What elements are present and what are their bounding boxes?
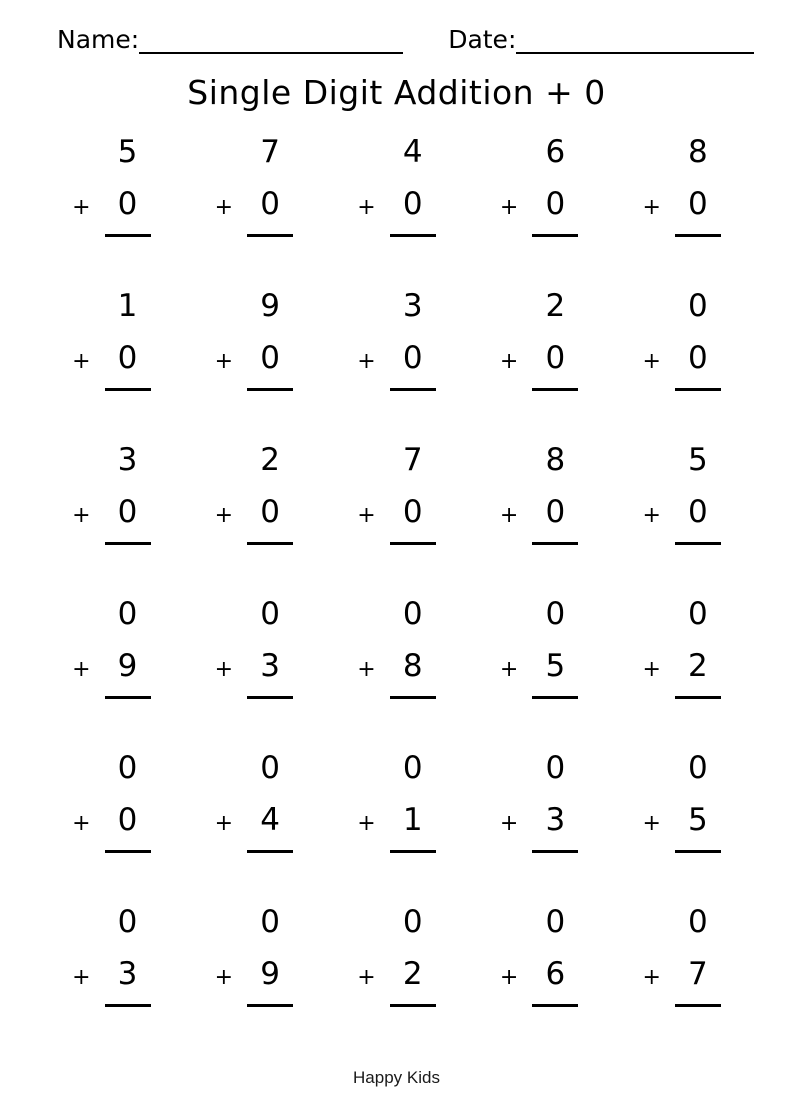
addend-bottom: 4 xyxy=(260,801,280,838)
operator-row xyxy=(500,799,578,845)
addend-top: 2 xyxy=(260,441,280,478)
problem-body xyxy=(215,747,293,853)
plus-operator: + xyxy=(214,194,234,220)
date-field xyxy=(448,26,754,54)
addend-bottom: 0 xyxy=(402,339,423,376)
problem-body xyxy=(72,901,150,1007)
problem-body xyxy=(500,439,578,545)
plus-operator: + xyxy=(357,964,376,990)
addend-top: 8 xyxy=(545,441,566,478)
plus-operator: + xyxy=(357,348,376,374)
addend-top: 0 xyxy=(545,749,566,786)
problem-body xyxy=(642,131,720,237)
plus-operator: + xyxy=(499,194,519,220)
problem-r5-c5 xyxy=(610,747,753,901)
addend-bottom: 0 xyxy=(260,339,280,376)
addend-bottom: 8 xyxy=(402,647,423,684)
answer-line[interactable] xyxy=(675,388,721,391)
plus-operator: + xyxy=(357,810,376,836)
answer-line[interactable] xyxy=(105,388,151,391)
answer-line[interactable] xyxy=(390,850,436,853)
problem-body xyxy=(642,285,720,391)
answer-line[interactable] xyxy=(247,850,293,853)
problem-r3-c3 xyxy=(325,439,468,593)
operator-row xyxy=(500,337,578,383)
answer-line[interactable] xyxy=(675,850,721,853)
name-label: Name: xyxy=(57,25,140,54)
operator-row xyxy=(642,953,720,999)
problem-r1-c2 xyxy=(183,131,326,285)
plus-operator: + xyxy=(72,194,91,220)
operator-row xyxy=(357,491,435,537)
answer-line[interactable] xyxy=(675,542,721,545)
addend-top: 0 xyxy=(260,595,280,632)
answer-line[interactable] xyxy=(390,1004,436,1007)
addend-bottom: 6 xyxy=(545,955,566,992)
problem-r3-c4 xyxy=(468,439,611,593)
answer-line[interactable] xyxy=(105,542,151,545)
answer-line[interactable] xyxy=(532,234,578,237)
addend-top: 9 xyxy=(260,287,280,324)
plus-operator: + xyxy=(214,502,234,528)
addend-top: 0 xyxy=(402,749,423,786)
problem-body xyxy=(215,285,293,391)
problem-body xyxy=(500,901,578,1007)
answer-line[interactable] xyxy=(675,696,721,699)
operator-row xyxy=(215,337,293,383)
operator-row xyxy=(500,183,578,229)
addend-bottom: 7 xyxy=(688,955,708,992)
addend-bottom: 2 xyxy=(402,955,423,992)
problem-body xyxy=(357,439,435,545)
plus-operator: + xyxy=(357,656,376,682)
addend-top: 7 xyxy=(402,441,423,478)
problem-r5-c2 xyxy=(183,747,326,901)
operator-row xyxy=(215,645,293,691)
addend-bottom: 0 xyxy=(260,185,280,222)
problem-body xyxy=(215,901,293,1007)
problem-body xyxy=(357,747,435,853)
operator-row xyxy=(642,799,720,845)
answer-line[interactable] xyxy=(532,388,578,391)
plus-operator: + xyxy=(357,194,376,220)
problem-r5-c4 xyxy=(468,747,611,901)
answer-line[interactable] xyxy=(105,1004,151,1007)
addend-bottom: 0 xyxy=(688,185,708,222)
addend-bottom: 0 xyxy=(402,185,423,222)
addend-bottom: 3 xyxy=(117,955,138,992)
addend-bottom: 0 xyxy=(545,185,566,222)
addend-bottom: 0 xyxy=(117,493,138,530)
operator-row xyxy=(642,491,720,537)
addend-top: 0 xyxy=(545,903,566,940)
problem-r2-c1 xyxy=(40,285,183,439)
answer-line[interactable] xyxy=(532,542,578,545)
problem-r3-c2 xyxy=(183,439,326,593)
plus-operator: + xyxy=(499,502,519,528)
operator-row xyxy=(72,183,150,229)
addend-bottom: 0 xyxy=(117,339,138,376)
problem-r2-c4 xyxy=(468,285,611,439)
plus-operator: + xyxy=(72,348,91,374)
operator-row xyxy=(642,183,720,229)
operator-row xyxy=(500,953,578,999)
problem-r6-c5 xyxy=(610,901,753,1055)
plus-operator: + xyxy=(642,964,661,990)
answer-line[interactable] xyxy=(532,850,578,853)
problem-r1-c5 xyxy=(610,131,753,285)
plus-operator: + xyxy=(214,810,234,836)
plus-operator: + xyxy=(357,502,376,528)
footer-brand: Happy Kids xyxy=(353,1067,440,1087)
problem-body xyxy=(500,747,578,853)
operator-row xyxy=(72,491,150,537)
plus-operator: + xyxy=(642,502,661,528)
problem-body xyxy=(642,747,720,853)
name-date-row xyxy=(0,0,793,54)
operator-row xyxy=(72,645,150,691)
addend-bottom: 0 xyxy=(260,493,280,530)
operator-row xyxy=(357,953,435,999)
problem-body xyxy=(72,439,150,545)
plus-operator: + xyxy=(214,348,234,374)
addend-bottom: 9 xyxy=(260,955,280,992)
addend-bottom: 1 xyxy=(402,801,423,838)
addend-bottom: 0 xyxy=(545,339,566,376)
plus-operator: + xyxy=(72,810,91,836)
addend-top: 3 xyxy=(117,441,138,478)
plus-operator: + xyxy=(72,656,91,682)
operator-row xyxy=(642,645,720,691)
addend-bottom: 2 xyxy=(688,647,708,684)
addend-bottom: 0 xyxy=(402,493,423,530)
answer-line[interactable] xyxy=(532,1004,578,1007)
problem-r5-c1 xyxy=(40,747,183,901)
problem-r1-c4 xyxy=(468,131,611,285)
plus-operator: + xyxy=(499,964,519,990)
answer-line[interactable] xyxy=(247,234,293,237)
operator-row xyxy=(72,337,150,383)
problem-body xyxy=(72,747,150,853)
operator-row xyxy=(215,953,293,999)
addend-top: 0 xyxy=(117,595,138,632)
addend-bottom: 9 xyxy=(117,647,138,684)
operator-row xyxy=(500,645,578,691)
addend-top: 4 xyxy=(402,133,423,170)
answer-line[interactable] xyxy=(390,696,436,699)
addend-bottom: 0 xyxy=(117,801,138,838)
plus-operator: + xyxy=(499,810,519,836)
operator-row xyxy=(357,799,435,845)
answer-line[interactable] xyxy=(247,388,293,391)
answer-line[interactable] xyxy=(105,850,151,853)
problems-grid xyxy=(40,131,753,1055)
plus-operator: + xyxy=(72,502,91,528)
plus-operator: + xyxy=(642,656,661,682)
problem-r4-c4 xyxy=(468,593,611,747)
plus-operator: + xyxy=(499,348,519,374)
problem-r6-c4 xyxy=(468,901,611,1055)
problem-body xyxy=(500,593,578,699)
problem-r1-c1 xyxy=(40,131,183,285)
problem-body xyxy=(215,439,293,545)
operator-row xyxy=(357,337,435,383)
problem-r2-c3 xyxy=(325,285,468,439)
plus-operator: + xyxy=(214,656,234,682)
plus-operator: + xyxy=(642,810,661,836)
operator-row xyxy=(215,183,293,229)
answer-line[interactable] xyxy=(532,696,578,699)
date-input-line[interactable] xyxy=(516,27,754,54)
answer-line[interactable] xyxy=(105,696,151,699)
plus-operator: + xyxy=(499,656,519,682)
addend-bottom: 5 xyxy=(688,801,708,838)
answer-line[interactable] xyxy=(247,1004,293,1007)
problem-body xyxy=(357,593,435,699)
answer-line[interactable] xyxy=(247,542,293,545)
problem-r5-c3 xyxy=(325,747,468,901)
plus-operator: + xyxy=(72,964,91,990)
addend-top: 5 xyxy=(117,133,138,170)
operator-row xyxy=(642,337,720,383)
problem-r6-c2 xyxy=(183,901,326,1055)
addend-top: 8 xyxy=(688,133,708,170)
addend-top: 2 xyxy=(545,287,566,324)
problem-r3-c1 xyxy=(40,439,183,593)
addend-top: 7 xyxy=(260,133,280,170)
answer-line[interactable] xyxy=(675,234,721,237)
problem-body xyxy=(642,901,720,1007)
plus-operator: + xyxy=(642,194,661,220)
operator-row xyxy=(215,491,293,537)
problem-r4-c3 xyxy=(325,593,468,747)
addend-top: 6 xyxy=(545,133,566,170)
answer-line[interactable] xyxy=(675,1004,721,1007)
addend-top: 0 xyxy=(688,595,708,632)
problem-body xyxy=(72,593,150,699)
addend-bottom: 3 xyxy=(260,647,280,684)
addend-bottom: 0 xyxy=(688,493,708,530)
addend-top: 0 xyxy=(545,595,566,632)
addend-top: 0 xyxy=(402,903,423,940)
problem-r4-c5 xyxy=(610,593,753,747)
addend-top: 0 xyxy=(688,287,708,324)
addend-bottom: 0 xyxy=(545,493,566,530)
problem-r4-c1 xyxy=(40,593,183,747)
problem-r2-c5 xyxy=(610,285,753,439)
answer-line[interactable] xyxy=(105,234,151,237)
problem-r1-c3 xyxy=(325,131,468,285)
name-field xyxy=(57,26,403,54)
operator-row xyxy=(357,183,435,229)
problem-body xyxy=(642,593,720,699)
problem-r4-c2 xyxy=(183,593,326,747)
plus-operator: + xyxy=(642,348,661,374)
addend-top: 1 xyxy=(117,287,138,324)
addend-top: 5 xyxy=(688,441,708,478)
answer-line[interactable] xyxy=(390,542,436,545)
addend-top: 0 xyxy=(688,903,708,940)
operator-row xyxy=(215,799,293,845)
operator-row xyxy=(500,491,578,537)
operator-row xyxy=(72,953,150,999)
problem-body xyxy=(215,131,293,237)
date-label: Date: xyxy=(448,25,517,54)
name-input-line[interactable] xyxy=(139,27,403,54)
problem-r6-c3 xyxy=(325,901,468,1055)
problem-body xyxy=(72,285,150,391)
problem-body xyxy=(357,131,435,237)
problem-r2-c2 xyxy=(183,285,326,439)
problem-r6-c1 xyxy=(40,901,183,1055)
addend-top: 0 xyxy=(117,749,138,786)
problem-body xyxy=(357,901,435,1007)
worksheet-title: Single Digit Addition + 0 xyxy=(187,72,606,112)
addend-top: 0 xyxy=(260,903,280,940)
answer-line[interactable] xyxy=(390,388,436,391)
answer-line[interactable] xyxy=(247,696,293,699)
addend-bottom: 3 xyxy=(545,801,566,838)
answer-line[interactable] xyxy=(390,234,436,237)
addend-bottom: 0 xyxy=(117,185,138,222)
problem-body xyxy=(500,285,578,391)
problem-r3-c5 xyxy=(610,439,753,593)
operator-row xyxy=(357,645,435,691)
addend-bottom: 0 xyxy=(688,339,708,376)
addend-bottom: 5 xyxy=(545,647,566,684)
addend-top: 0 xyxy=(402,595,423,632)
addend-top: 0 xyxy=(117,903,138,940)
problem-body xyxy=(72,131,150,237)
addend-top: 0 xyxy=(688,749,708,786)
addend-top: 0 xyxy=(260,749,280,786)
addend-top: 3 xyxy=(402,287,423,324)
problem-body xyxy=(500,131,578,237)
operator-row xyxy=(72,799,150,845)
problem-body xyxy=(215,593,293,699)
plus-operator: + xyxy=(214,964,234,990)
problem-body xyxy=(642,439,720,545)
problem-body xyxy=(357,285,435,391)
